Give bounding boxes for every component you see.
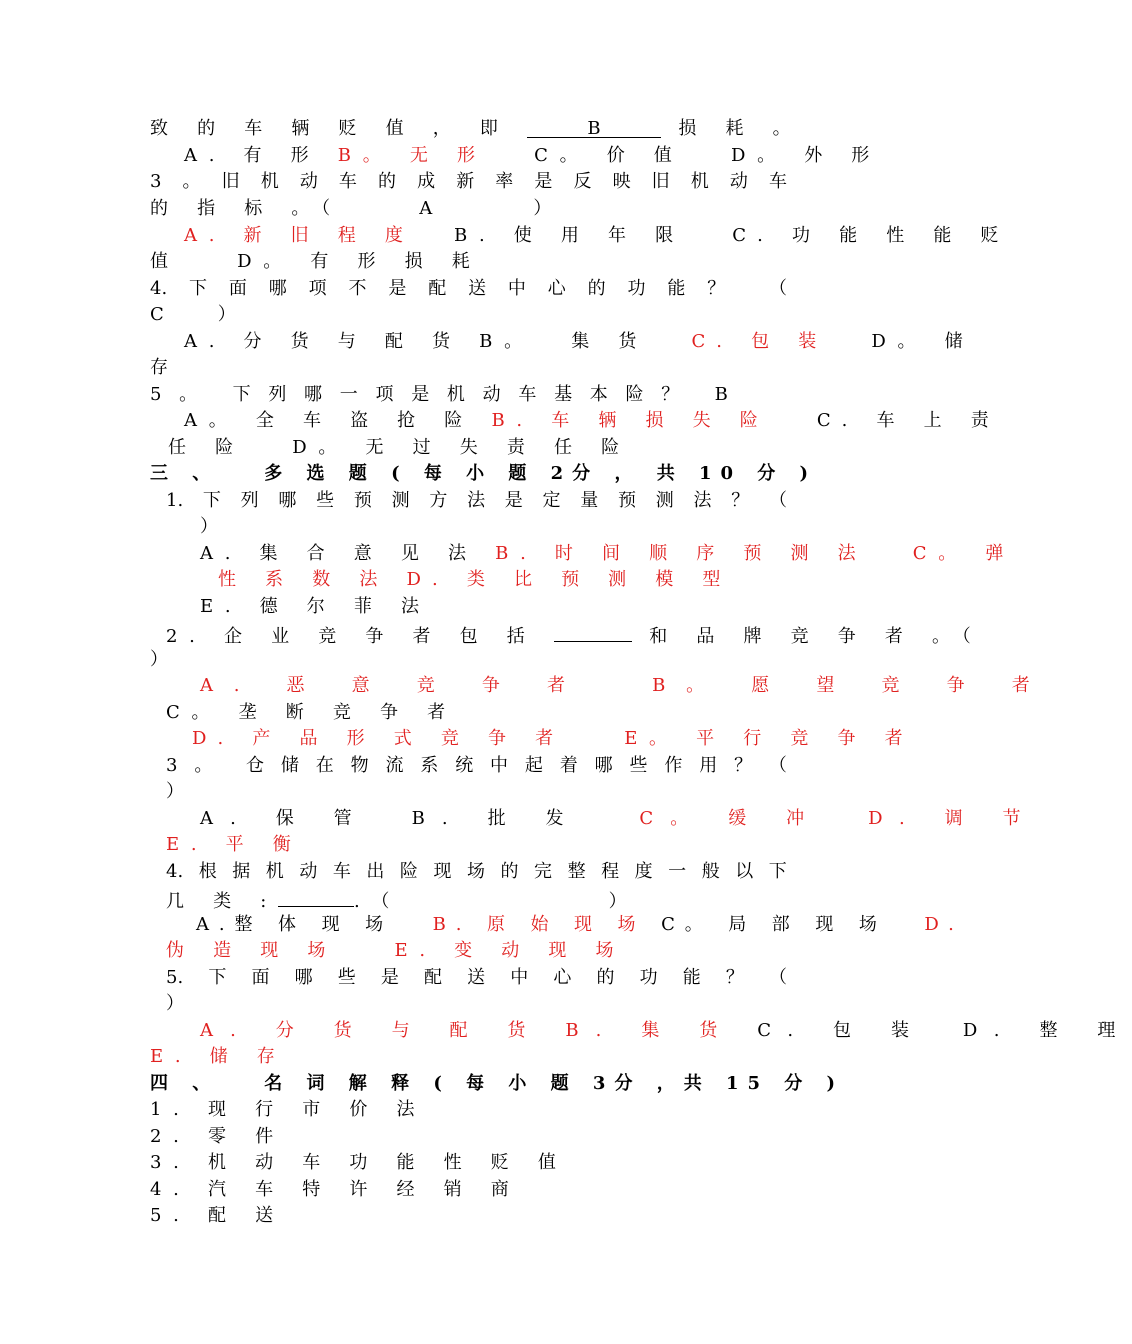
char: 3: [166, 755, 178, 776]
option-line: [168, 436, 631, 462]
option-a-correct: A. 恶 意 竞 争 者: [200, 675, 586, 696]
char: 车: [768, 171, 787, 192]
char: 机: [260, 171, 279, 192]
paren-close: ）: [533, 198, 564, 219]
option-line: [184, 330, 974, 356]
char: 送: [468, 278, 487, 299]
option-d-correct: D. 产 品 形 式 竞 争 者: [192, 728, 565, 749]
option-c-correct: C. 包 装: [691, 331, 828, 352]
char: ？: [725, 967, 744, 988]
option-b-correct: B。 愿 望 竞 争 者: [652, 675, 1051, 696]
char: 反: [573, 171, 592, 192]
option-line-correct: [192, 727, 914, 753]
char: 中: [510, 967, 529, 988]
char: 流: [385, 755, 404, 776]
question-text: 和 品 牌 竞 争 者 。（: [649, 626, 983, 647]
answer-blank: [527, 117, 661, 138]
char: 下: [768, 861, 787, 882]
char: 动: [482, 384, 501, 405]
char: 。: [194, 755, 213, 776]
char: 能: [682, 967, 701, 988]
char: 量: [580, 490, 599, 511]
char: 据: [232, 861, 251, 882]
char: 1.: [166, 490, 184, 511]
char: 列: [268, 384, 287, 405]
char: 5: [150, 384, 162, 405]
answer-letter: A: [419, 198, 444, 219]
paren-close: ）: [150, 649, 180, 670]
text-line: [166, 992, 196, 1018]
term-item: [150, 1098, 426, 1124]
text-line: [150, 648, 180, 674]
char: 不: [348, 278, 367, 299]
char: 旧: [651, 171, 670, 192]
option-c-correct: C。 缓 冲: [639, 808, 822, 829]
term-text: 2. 零 件: [150, 1126, 285, 1147]
char: 配: [423, 967, 442, 988]
char: （: [768, 967, 787, 988]
option-c: C. 车 上 责: [816, 410, 1001, 431]
option-e-correct: E。 平 行 竞 争 者: [624, 728, 915, 749]
char: 完: [534, 861, 553, 882]
char: 是: [411, 384, 430, 405]
char: B: [714, 384, 728, 405]
text-line: [150, 303, 236, 329]
option-e-correct: E. 储 存: [150, 1046, 287, 1067]
term-text: 5. 配 送: [150, 1205, 285, 1226]
question-text: 损 耗 。: [678, 118, 803, 139]
option-e-correct: E. 变 动 现 场: [394, 940, 626, 961]
char: 项: [375, 384, 394, 405]
option-text: 性 系 数 法 D. 类 比 预 测 模 型: [218, 569, 733, 590]
option-b: B. 批 发: [411, 808, 581, 829]
char: 动: [299, 861, 318, 882]
option-line-correct: [166, 833, 303, 859]
char: 用: [699, 755, 718, 776]
option-b: B。: [479, 331, 534, 352]
question-text: 2. 企 业 竞 争 者 包 括: [166, 626, 537, 647]
char: 能: [667, 278, 686, 299]
char: 出: [366, 861, 385, 882]
char: 动: [729, 171, 748, 192]
paren-close: ）: [166, 993, 196, 1014]
option-d-correct: D.: [924, 914, 964, 935]
term-text: 1. 现 行 市 价 法: [150, 1099, 427, 1120]
char: 以: [735, 861, 754, 882]
option-line: [200, 542, 1015, 568]
mc-question-3-line: [166, 754, 787, 780]
char: 预: [353, 490, 372, 511]
char: （: [768, 278, 787, 299]
char: 面: [251, 967, 270, 988]
char: ？: [661, 384, 680, 405]
option-a: A. 保 管: [200, 808, 369, 829]
paren-close: ）: [608, 891, 639, 912]
option-c: C。 价 值: [534, 145, 684, 166]
option-line-correct: [200, 674, 1050, 700]
option-c: C. 包 装: [757, 1020, 927, 1041]
option-d-text-correct: 伪 造 现 场: [166, 940, 338, 961]
char: 法: [693, 490, 712, 511]
char: 的: [378, 171, 397, 192]
char: 险: [625, 384, 644, 405]
char: 5.: [166, 967, 184, 988]
option-a-correct: A. 分 货 与 配 货: [200, 1020, 543, 1041]
question-3-line: [150, 170, 787, 196]
char: 3: [150, 171, 162, 192]
option-line-correct: [166, 939, 625, 965]
option-c: C. 功 能 性 能 贬: [732, 225, 1011, 246]
char: 险: [399, 861, 418, 882]
section-heading-4: [150, 1072, 844, 1098]
option-b-text: 集 货: [571, 331, 649, 352]
char: 预: [618, 490, 636, 511]
char: 一: [668, 861, 687, 882]
heading-text: 四 、 名 词 解 释 ( 每 小 题 3分 ，共 15 分 ): [150, 1073, 845, 1094]
option-line: [184, 224, 1010, 250]
section-heading-3: [150, 462, 817, 488]
char: 列: [240, 490, 259, 511]
char: 车: [518, 384, 537, 405]
answer-blank: [278, 886, 354, 907]
text-line: [150, 117, 802, 143]
term-text: 3. 机 动 车 功 能 性 贬 值: [150, 1152, 568, 1173]
mc-question-4-line: [166, 860, 787, 886]
text-line: [166, 886, 638, 912]
char: ？: [731, 490, 750, 511]
char: 储: [280, 755, 299, 776]
char: 统: [455, 755, 474, 776]
option-a: A. 集 合 意 见 法: [200, 543, 478, 564]
char: 些: [337, 967, 356, 988]
option-c-correct: C。 弹: [912, 543, 1016, 564]
char: 整: [567, 861, 586, 882]
char: 定: [542, 490, 561, 511]
term-item: [150, 1125, 285, 1151]
option-b: B. 使 用 年 限: [454, 225, 685, 246]
char: 动: [299, 171, 318, 192]
char: 下: [208, 967, 227, 988]
char: 测: [391, 490, 410, 511]
char: 的: [596, 967, 615, 988]
char: 心: [547, 278, 566, 299]
option-a: A.整 体 现 场: [196, 914, 393, 935]
char: 哪: [594, 755, 613, 776]
char: 哪: [278, 490, 297, 511]
option-line: [166, 701, 457, 727]
term-text: 4. 汽 车 特 许 经 销 商: [150, 1179, 521, 1200]
char: 机: [265, 861, 284, 882]
char: 些: [629, 755, 648, 776]
option-d: D。 外 形: [730, 145, 882, 166]
option-d: D。 无 过 失 责 任 险: [292, 437, 631, 458]
option-line: [150, 250, 481, 276]
paren-close: ）: [200, 516, 230, 537]
option-d: D。 有 形 损 耗: [237, 251, 482, 272]
char: 下: [189, 278, 208, 299]
char: 场: [466, 861, 485, 882]
question-text: .（: [354, 891, 402, 912]
option-e-correct: E. 平 衡: [166, 834, 303, 855]
char: 项: [308, 278, 327, 299]
char: 4.: [150, 278, 168, 299]
text-line: [150, 356, 180, 382]
option-a: A. 分 货 与 配 货: [184, 331, 462, 352]
char: 是: [504, 490, 523, 511]
option-line: [196, 913, 964, 939]
char: 哪: [304, 384, 323, 405]
option-line-correct: [150, 1045, 287, 1071]
option-line: [200, 595, 431, 621]
char: 作: [664, 755, 683, 776]
char: 起: [524, 755, 543, 776]
option-d: D。 储: [871, 331, 975, 352]
option-c: C。 局 部 现 场: [661, 914, 887, 935]
option-line: [200, 1019, 1132, 1045]
char: ？: [734, 755, 753, 776]
char: 功: [639, 967, 658, 988]
char: 方: [429, 490, 448, 511]
question-4-line: [150, 277, 787, 303]
mc-question-1-line: [166, 489, 787, 515]
question-text: 几 类 :: [166, 891, 279, 912]
answer-letter: B: [587, 118, 601, 139]
char: 旧: [221, 171, 240, 192]
text-line: [200, 515, 230, 541]
paren-close: ）: [166, 781, 196, 802]
char: 是: [388, 278, 407, 299]
char: 中: [507, 278, 526, 299]
char: 哪: [294, 967, 313, 988]
char: 现: [433, 861, 452, 882]
char: 下: [202, 490, 221, 511]
char: 是: [534, 171, 553, 192]
text-line: [166, 780, 196, 806]
term-item: [150, 1151, 568, 1177]
char: 配: [428, 278, 447, 299]
char: 一: [339, 384, 358, 405]
char: 测: [655, 490, 674, 511]
option-d-correct: D. 调 节: [868, 808, 1038, 829]
option-line: [184, 409, 1000, 435]
char: 程: [601, 861, 620, 882]
char: 物: [350, 755, 369, 776]
char: 系: [420, 755, 439, 776]
char: 仓: [246, 755, 265, 776]
option-a: A。 全 车 盗 抢 险: [184, 410, 475, 431]
term-item: [150, 1204, 285, 1230]
char: 的: [587, 278, 606, 299]
char: 映: [612, 171, 631, 192]
question-5-line: [150, 383, 728, 409]
char: 车: [332, 861, 351, 882]
char: 率: [495, 171, 514, 192]
char: 功: [627, 278, 646, 299]
option-b-correct: B. 时 间 顺 序 预 测 法: [495, 543, 868, 564]
char: （: [768, 490, 787, 511]
term-item: [150, 1178, 520, 1204]
char: 法: [467, 490, 486, 511]
option-b-correct: B。 无 形: [337, 145, 487, 166]
char: 着: [559, 755, 578, 776]
char: 根: [198, 861, 217, 882]
text-fragment: 值: [150, 251, 180, 272]
heading-text: 三 、 多 选 题 ( 每 小 题 2分 ， 共 10 分 ): [150, 463, 818, 484]
char: 度: [634, 861, 653, 882]
option-b-correct: B. 集 货: [565, 1020, 735, 1041]
option-a-correct: A. 新 旧 程 度: [184, 225, 415, 246]
char: 心: [553, 967, 572, 988]
answer-letter: C ）: [150, 304, 236, 325]
char: 是: [380, 967, 399, 988]
option-b-correct: B. 车 辆 损 失 险: [491, 410, 770, 431]
option-line: [200, 807, 1038, 833]
option-b-correct: B. 原 始 现 场: [432, 914, 646, 935]
mc-question-5-line: [166, 966, 787, 992]
option-line: [184, 144, 881, 170]
option-line-correct: [218, 568, 732, 594]
char: 机: [690, 171, 709, 192]
char: 4.: [166, 861, 184, 882]
text-line: [150, 197, 563, 223]
answer-blank: [554, 621, 632, 642]
char: （: [768, 755, 787, 776]
char: 。: [182, 171, 201, 192]
char: ？: [707, 278, 726, 299]
char: 下: [232, 384, 251, 405]
char: 哪: [268, 278, 287, 299]
char: 的: [500, 861, 519, 882]
option-a: A. 有 形: [184, 145, 321, 166]
mc-question-2-line: [166, 621, 982, 647]
question-text: 致 的 车 辆 贬 值 ， 即: [150, 118, 510, 139]
char: 新: [456, 171, 475, 192]
char: 。: [179, 384, 198, 405]
char: 机: [446, 384, 465, 405]
char: 般: [701, 861, 720, 882]
char: 车: [338, 171, 357, 192]
char: 中: [490, 755, 509, 776]
char: 送: [467, 967, 486, 988]
option-c: C。 垄 断 竞 争 者: [166, 702, 457, 723]
char: 在: [315, 755, 334, 776]
char: 面: [228, 278, 247, 299]
option-e: E. 德 尔 菲 法: [200, 596, 431, 617]
text-fragment: 任 险: [168, 437, 245, 458]
option-d: D. 整 理: [962, 1020, 1132, 1041]
char: 成: [417, 171, 436, 192]
char: 本: [589, 384, 608, 405]
char: 基: [554, 384, 573, 405]
text-fragment: 存: [150, 357, 180, 378]
char: 些: [316, 490, 335, 511]
question-text: 的 指 标 。（: [150, 198, 342, 219]
